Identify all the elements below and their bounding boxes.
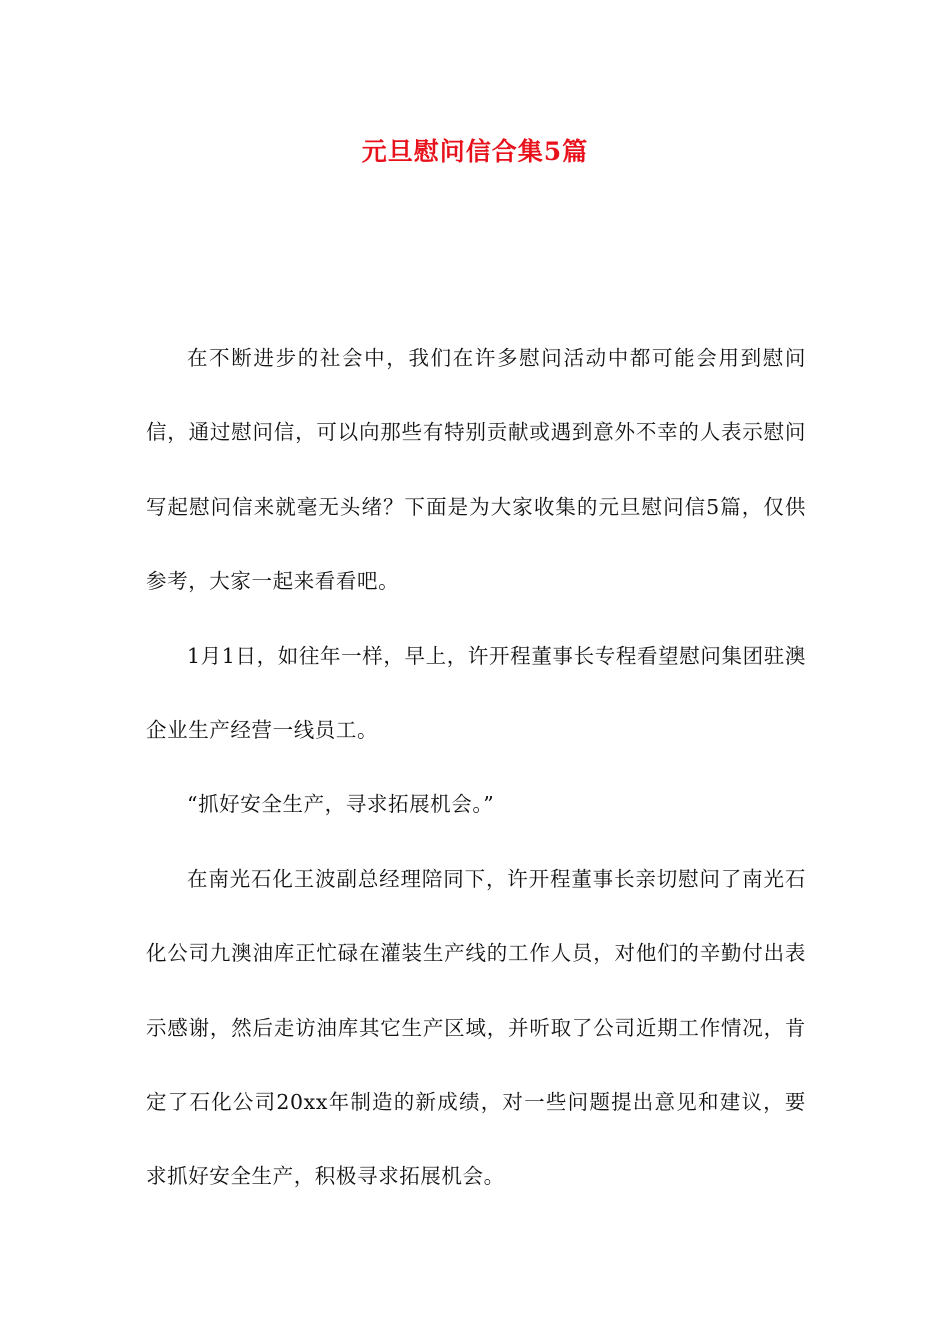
paragraph-intro: 在不断进步的社会中，我们在许多慰问活动中都可能会用到慰问信，通过慰问信，可以向那些有特别贡献或遇到意外不幸的人表示慰问写起慰问信来就毫无头绪？下面是为大家收集的元旦慰问信5篇，仅供参考，大家一起来看看吧。 xyxy=(146,346,806,594)
paragraph-visit: 1月1日，如往年一样，早上，许开程董事长专程看望慰问集团驻澳企业生产经营一线员工。 xyxy=(146,643,806,743)
paragraph-details: 在南光石化王波副总经理陪同下，许开程董事长亲切慰问了南光石化公司九澳油库正忙碌在灌装生产线的工作人员，对他们的辛勤付出表示感谢，然后走访油库其它生产区域，并听取了公司近期工作情况，肯定了石化公司20xx年制造的新成绩，对一些问题提出意见和建议，要求抓好安全生产，积极寻求拓展机会。 xyxy=(146,866,806,1189)
document-body xyxy=(146,321,806,1214)
paragraph-quote: “抓好安全生产，寻求拓展机会。” xyxy=(187,792,495,817)
document-title: 元旦慰问信合集5篇 xyxy=(361,137,589,166)
